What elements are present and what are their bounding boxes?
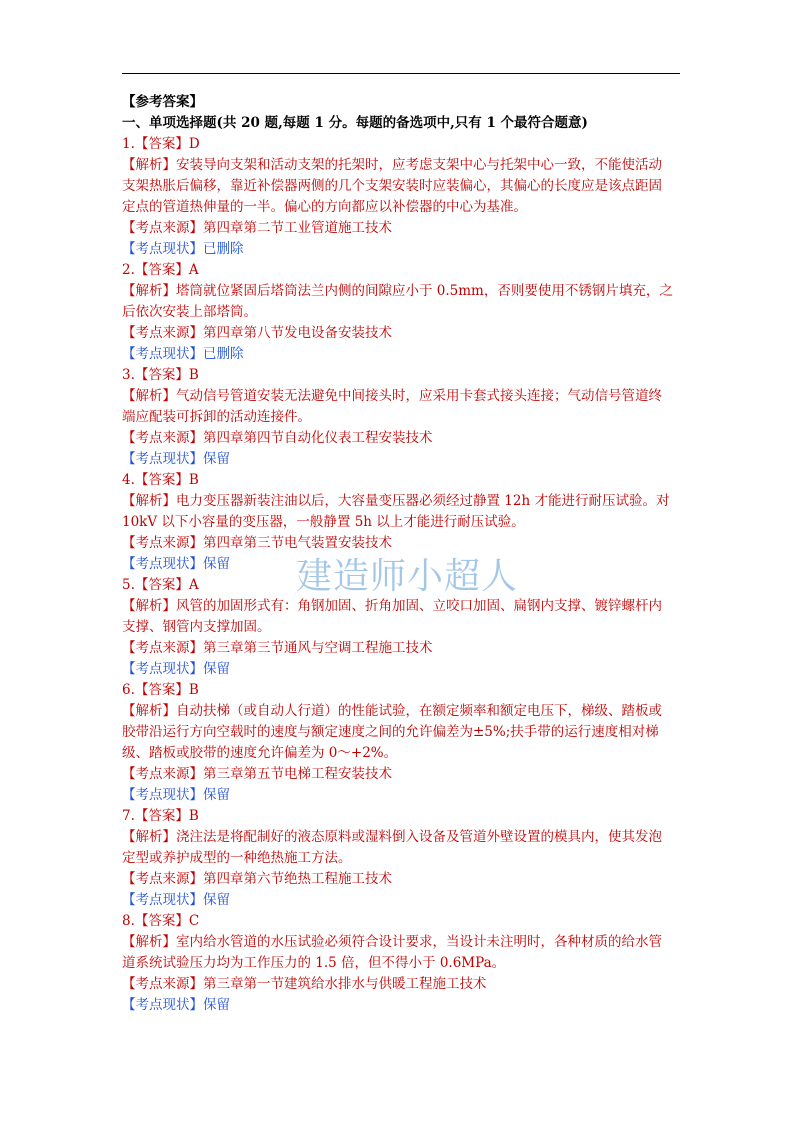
answer-item — [122, 806, 682, 911]
status-value: 保留 — [203, 451, 230, 467]
status-value: 保留 — [203, 997, 230, 1013]
analysis-line: 【解析】浇注法是将配制好的液态原料或湿料倒入设备及管道外壁设置的模具内，使其发泡 — [122, 829, 662, 845]
status-value: 保留 — [203, 787, 230, 803]
status-value: 已删除 — [203, 241, 244, 257]
answer-line: 5.【答案】A — [122, 577, 199, 593]
analysis-line: 【解析】安装导向支架和活动支架的托架时，应考虑支架中心与托架中心一致，不能使活动 — [122, 157, 662, 173]
status-tag: 【考点现状】 — [122, 241, 203, 257]
status-tag: 【考点现状】 — [122, 451, 203, 467]
answer-line: 6.【答案】B — [122, 682, 199, 698]
status-tag: 【考点现状】 — [122, 892, 203, 908]
analysis-line: 道系统试验压力均为工作压力的 1.5 倍，但不得小于 0.6MPa。 — [122, 955, 506, 971]
answer-line: 1.【答案】D — [122, 136, 200, 152]
analysis-line: 支撑、钢管内支撑加固。 — [122, 619, 271, 635]
analysis-line: 胶带沿运行方向空载时的速度与额定速度之间的允许偏差为±5%;扶手带的运行速度相对梯 — [122, 724, 659, 740]
status-tag: 【考点现状】 — [122, 346, 203, 362]
analysis-line: 【解析】自动扶梯（或自动人行道）的性能试验，在额定频率和额定电压下，梯级、踏板或 — [122, 703, 662, 719]
status-value: 已删除 — [203, 346, 244, 362]
status-line — [122, 239, 682, 260]
status-line — [122, 995, 682, 1016]
answer-item — [122, 911, 682, 1016]
watermark: 建造师小超人 — [296, 556, 519, 597]
source-line: 【考点来源】第三章第三节通风与空调工程施工技术 — [122, 640, 433, 656]
source-line: 【考点来源】第四章第三节电气装置安装技术 — [122, 535, 392, 551]
source-line: 【考点来源】第四章第八节发电设备安装技术 — [122, 325, 392, 341]
answer-item — [122, 260, 682, 365]
analysis-line: 【解析】电力变压器新装注油以后，大容量变压器必须经过静置 12h 才能进行耐压试验。对 — [122, 493, 670, 509]
answer-item — [122, 680, 682, 806]
status-line — [122, 344, 682, 365]
status-value: 保留 — [203, 892, 230, 908]
source-line: 【考点来源】第三章第五节电梯工程安装技术 — [122, 766, 392, 782]
header-rule — [122, 73, 680, 74]
status-tag: 【考点现状】 — [122, 556, 203, 572]
answer-item — [122, 134, 682, 260]
analysis-line: 10kV 以下小容量的变压器，一般静置 5h 以上才能进行耐压试验。 — [122, 514, 525, 530]
answer-line: 7.【答案】B — [122, 808, 199, 824]
analysis-line: 【解析】塔筒就位紧固后塔筒法兰内侧的间隙应小于 0.5mm，否则要使用不锈钢片填充，之 — [122, 283, 673, 299]
status-line — [122, 449, 682, 470]
status-value: 保留 — [203, 556, 230, 572]
status-tag: 【考点现状】 — [122, 661, 203, 677]
analysis-line: 【解析】气动信号管道安装无法避免中间接头时，应采用卡套式接头连接；气动信号管道终 — [122, 388, 662, 404]
source-line: 【考点来源】第四章第二节工业管道施工技术 — [122, 220, 392, 236]
answer-line: 3.【答案】B — [122, 367, 199, 383]
analysis-line: 后依次安装上部塔筒。 — [122, 304, 257, 320]
answer-item — [122, 365, 682, 470]
analysis-line: 支架热胀后偏移，靠近补偿器两侧的几个支架安装时应装偏心，其偏心的长度应是该点距固 — [122, 178, 662, 194]
status-line — [122, 659, 682, 680]
status-value: 保留 — [203, 661, 230, 677]
section-title: 一、单项选择题(共 20 题,每题 1 分。每题的备选项中,只有 1 个最符合题意) — [122, 115, 588, 131]
source-line: 【考点来源】第四章第四节自动化仪表工程安装技术 — [122, 430, 433, 446]
source-line: 【考点来源】第三章第一节建筑给水排水与供暖工程施工技术 — [122, 976, 487, 992]
status-tag: 【考点现状】 — [122, 787, 203, 803]
status-tag: 【考点现状】 — [122, 997, 203, 1013]
analysis-line: 端应配装可拆卸的活动连接件。 — [122, 409, 311, 425]
analysis-line: 【解析】风管的加固形式有：角钢加固、折角加固、立咬口加固、扁钢内支撑、镀锌螺杆内 — [122, 598, 662, 614]
source-line: 【考点来源】第四章第六节绝热工程施工技术 — [122, 871, 392, 887]
analysis-line: 级、踏板或胶带的速度允许偏差为 0～+2%。 — [122, 745, 398, 761]
analysis-line: 定点的管道热伸量的一半。偏心的方向都应以补偿器的中心为基准。 — [122, 199, 527, 215]
status-line — [122, 890, 682, 911]
answer-line: 4.【答案】B — [122, 472, 199, 488]
analysis-line: 【解析】室内给水管道的水压试验必须符合设计要求，当设计未注明时，各种材质的给水管 — [122, 934, 662, 950]
answer-line: 2.【答案】A — [122, 262, 199, 278]
status-line — [122, 785, 682, 806]
answer-line: 8.【答案】C — [122, 913, 200, 929]
analysis-line: 定型或养护成型的一种绝热施工方法。 — [122, 850, 352, 866]
answer-header: 【参考答案】 — [122, 94, 203, 110]
